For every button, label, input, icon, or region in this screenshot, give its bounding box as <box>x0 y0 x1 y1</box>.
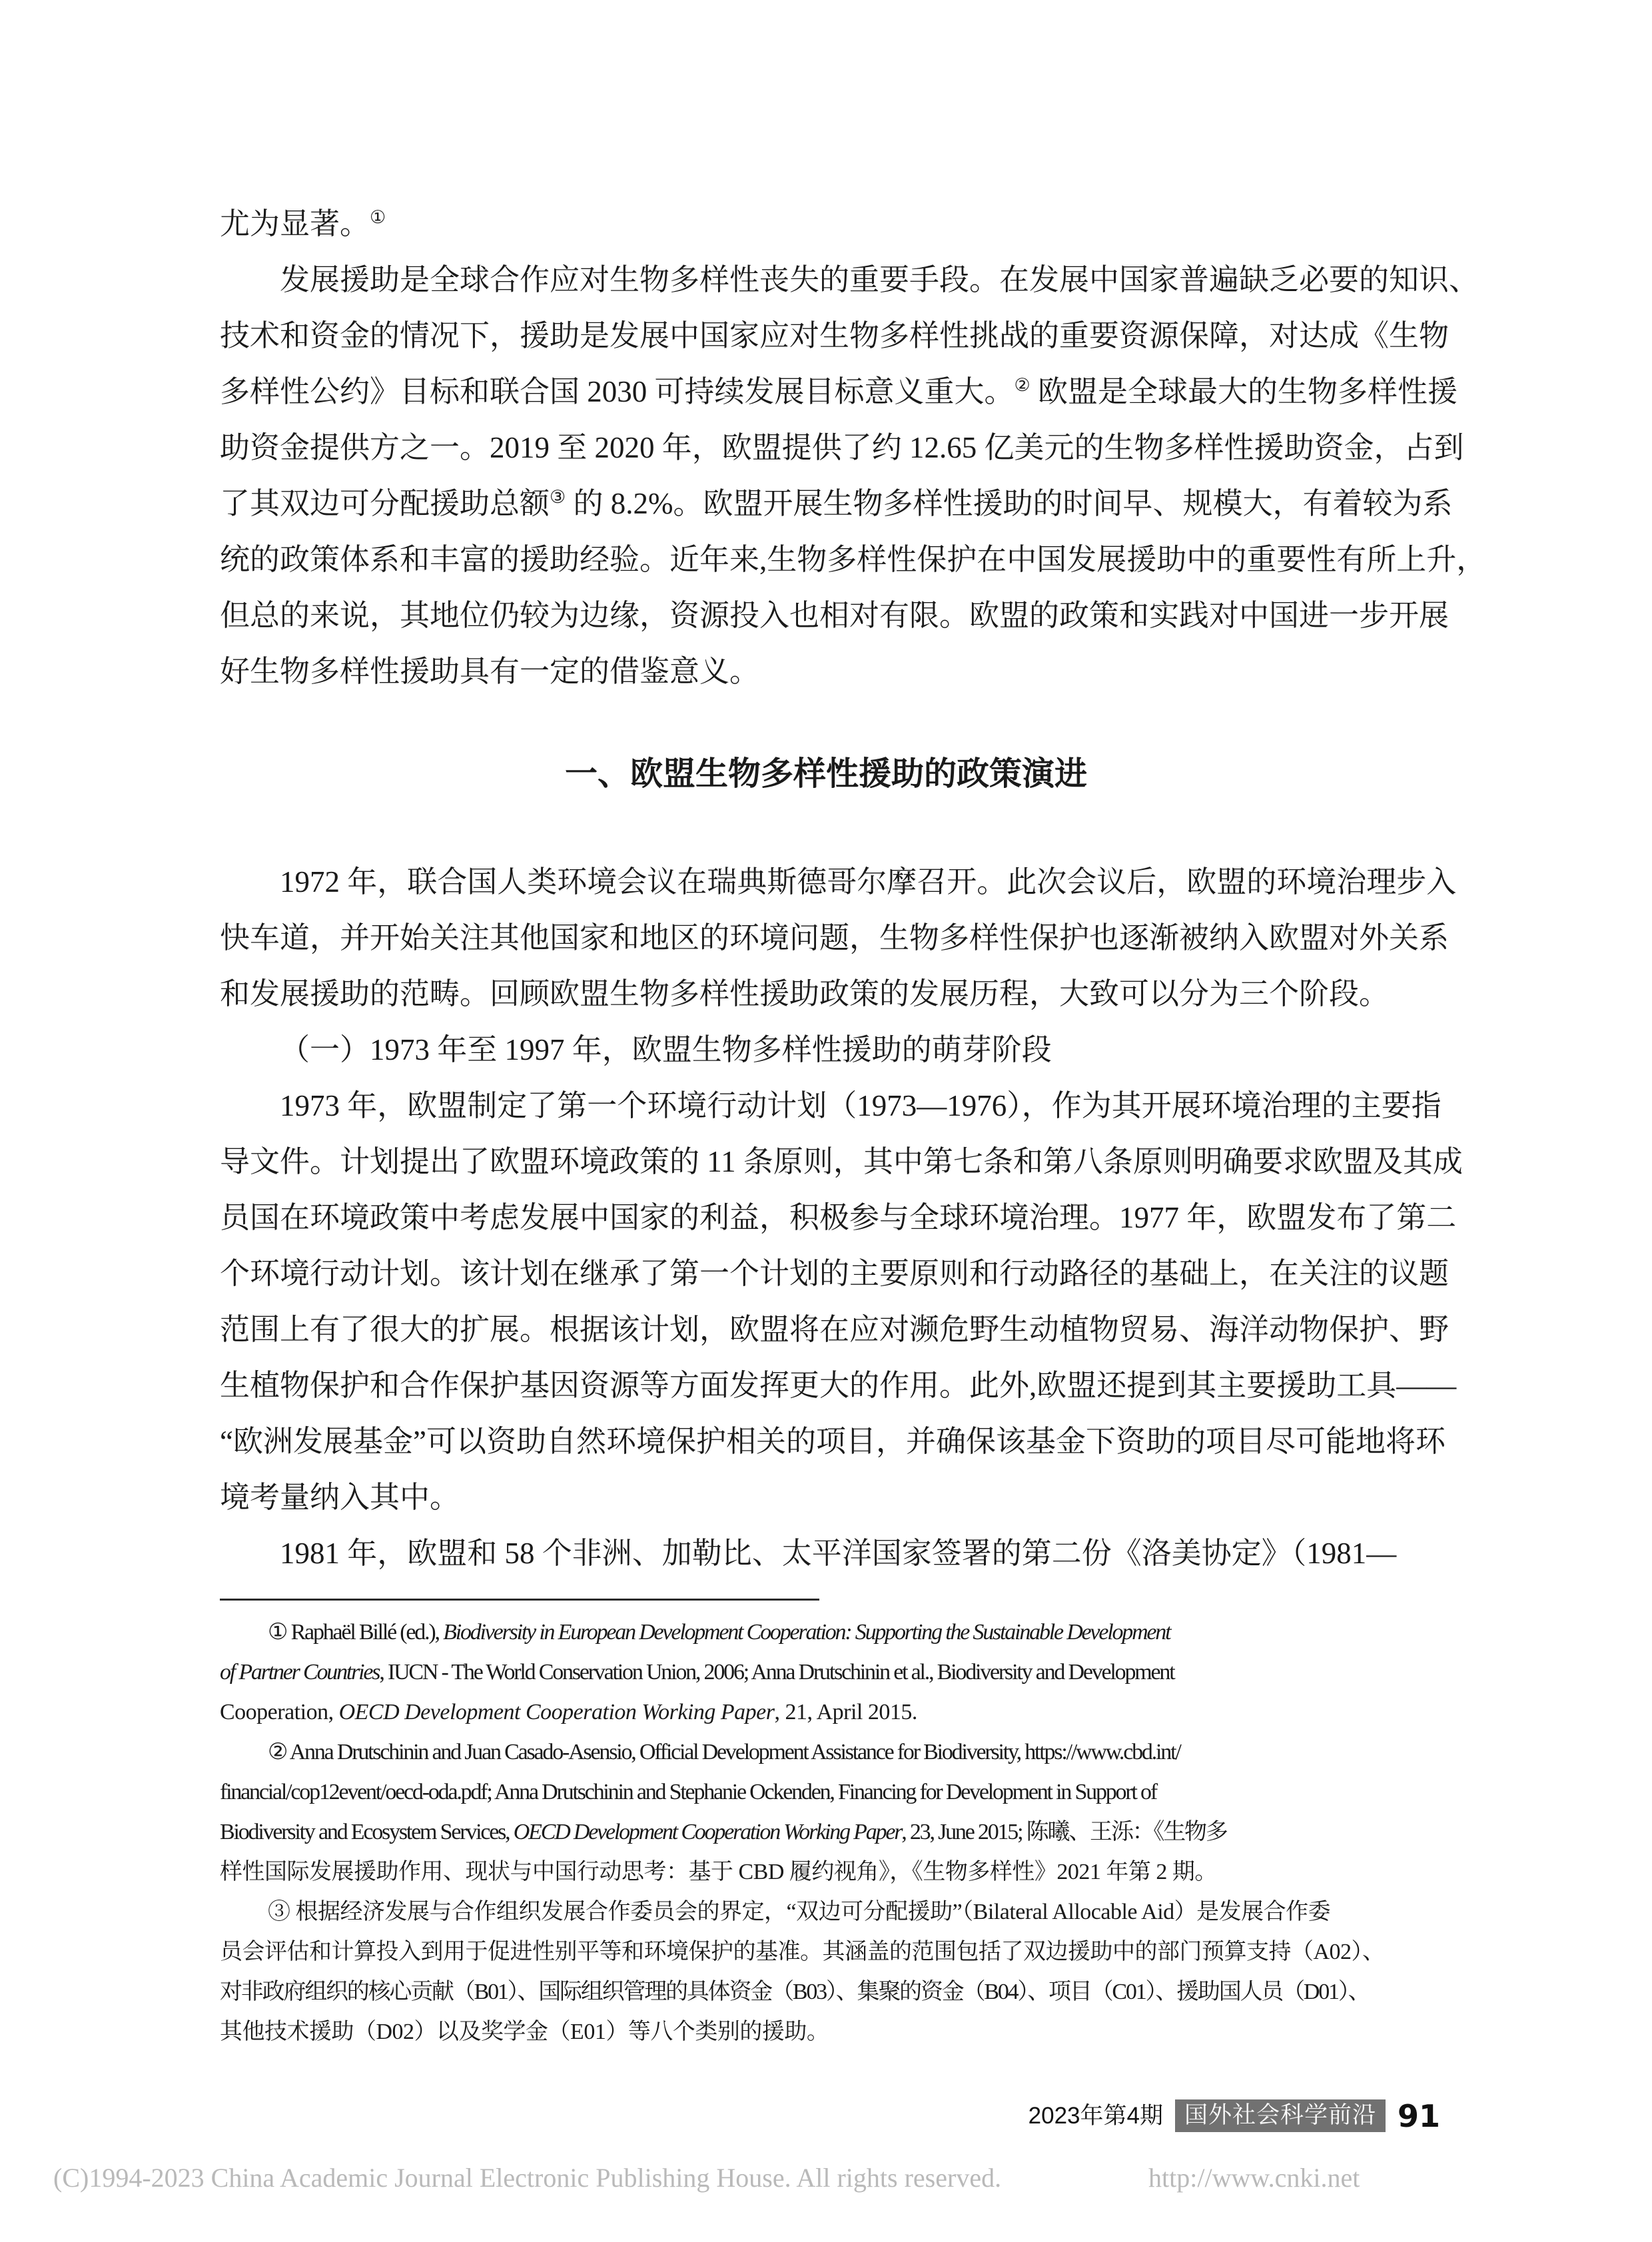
footnote-line: ③ 根据经济发展与合作组织发展合作委员会的界定，“双边可分配援助”（Bilateral Allocable Aid）是发展合作委 <box>268 1900 1331 1924</box>
body-line: 多样性公约》目标和联合国 2030 可持续发展目标意义重大。② 欧盟是全球最大的生物多样性援 <box>220 375 1457 408</box>
body-line: 了其双边可分配援助总额③ 的 8.2%。欧盟开展生物多样性援助的时间早、规模大，有着较为系 <box>220 487 1453 520</box>
body-line: 助资金提供方之一。2019 至 2020 年，欧盟提供了约 12.65 亿美元的生物多样性援助资金，占到 <box>220 431 1464 464</box>
article-body <box>220 196 1487 2052</box>
body-line: 和发展援助的范畴。回顾欧盟生物多样性援助政策的发展历程，大致可以分为三个阶段。 <box>220 977 1390 1010</box>
body-line: 好生物多样性援助具有一定的借鉴意义。 <box>220 655 760 688</box>
page-number: 91 <box>1397 2097 1440 2134</box>
footnote-line: 其他技术援助（D02）以及奖学金（E01）等八个类别的援助。 <box>220 2020 829 2044</box>
watermark <box>0 2162 1652 2202</box>
body-line: “欧洲发展基金”可以资助自然环境保护相关的项目，并确保该基金下资助的项目尽可能地将环 <box>220 1425 1446 1458</box>
body-line: 统的政策体系和丰富的援助经验。近年来,生物多样性保护在中国发展援助中的重要性有所上升， <box>220 543 1487 576</box>
footnote-line: 员会评估和计算投入到用于促进性别平等和环境保护的基准。其涵盖的范围包括了双边援助中的部门预算支持（A02）、 <box>220 1940 1385 1964</box>
body-line: 员国在环境政策中考虑发展中国家的利益，积极参与全球环境治理。1977 年，欧盟发布了第二 <box>220 1201 1457 1234</box>
body-line: 境考量纳入其中。 <box>220 1481 460 1514</box>
footnote-line: 样性国际发展援助作用、现状与中国行动思考：基于 CBD 履约视角》，《生物多样性》2021 年第 2 期。 <box>220 1860 1217 1884</box>
footnote-separator <box>220 1599 819 1601</box>
subsection-heading: （一）1973 年至 1997 年，欧盟生物多样性援助的萌芽阶段 <box>280 1033 1052 1066</box>
footnote-line: 对非政府组织的核心贡献（B01）、国际组织管理的具体资金（B03）、集聚的资金（B04）、项目（C01）、援助国人员（D01）、 <box>220 1980 1370 2004</box>
body-line: 1972 年，联合国人类环境会议在瑞典斯德哥尔摩召开。此次会议后，欧盟的环境治理步入 <box>280 865 1457 899</box>
body-line: 1981 年，欧盟和 58 个非洲、加勒比、太平洋国家签署的第二份《洛美协定》（1981— <box>280 1537 1397 1570</box>
body-line: 技术和资金的情况下，援助是发展中国家应对生物多样性挑战的重要资源保障，对达成《生物 <box>220 319 1449 352</box>
footnote-line: ② Anna Drutschinin and Juan Casado-Asensio, Official Development Assistance for Biodiversity, https://www.cbd.int/ <box>268 1740 1180 1764</box>
page-footer <box>1029 2099 1440 2132</box>
paragraph-tail-line: 尤为显著。① <box>220 207 386 240</box>
body-line: 个环境行动计划。该计划在继承了第一个计划的主要原则和行动路径的基础上，在关注的议题 <box>220 1257 1449 1290</box>
body-line: 发展援助是全球合作应对生物多样性丧失的重要手段。在发展中国家普遍缺乏必要的知识、 <box>280 263 1479 296</box>
footnote-line: Biodiversity and Ecosystem Services, OECD Development Cooperation Working Paper, 23, June 2015; 陈曦、王泺：《生物多 <box>220 1820 1227 1844</box>
body-line: 但总的来说，其地位仍较为边缘，资源投入也相对有限。欧盟的政策和实践对中国进一步开展 <box>220 599 1449 632</box>
footnote-line: of Partner Countries, IUCN - The World Conservation Union, 2006; Anna Drutschinin et al., Biodiversity and Development <box>220 1660 1174 1684</box>
body-line: 快车道，并开始关注其他国家和地区的环境问题，生物多样性保护也逐渐被纳入欧盟对外关系 <box>220 921 1449 954</box>
copyright-text: (C)1994-2023 China Academic Journal Electronic Publishing House. All rights reserved. <box>53 2163 1002 2193</box>
issue-label: 2023年第4期 <box>1028 2103 1163 2129</box>
cnki-url: http://www.cnki.net <box>1148 2163 1360 2193</box>
body-line: 导文件。计划提出了欧盟环境政策的 11 条原则，其中第七条和第八条原则明确要求欧盟及其成 <box>220 1145 1463 1178</box>
footnote-line: financial/cop12event/oecd-oda.pdf; Anna Drutschinin and Stephanie Ockenden, Financing for Development in Support of <box>220 1780 1156 1804</box>
journal-name-badge: 国外社会科学前沿 <box>1175 2099 1386 2132</box>
footnote-line: ① Raphaël Billé (ed.), Biodiversity in European Development Cooperation: Supporting the Sustainable Development <box>268 1620 1170 1645</box>
section-heading: 一、欧盟生物多样性援助的政策演进 <box>564 756 1087 792</box>
body-line: 范围上有了很大的扩展。根据该计划，欧盟将在应对濒危野生动植物贸易、海洋动物保护、野 <box>220 1313 1449 1346</box>
footnote-line: Cooperation, OECD Development Cooperation Working Paper, 21, April 2015. <box>220 1700 917 1724</box>
body-line: 1973 年，欧盟制定了第一个环境行动计划（1973—1976），作为其开展环境治理的主要指 <box>280 1089 1442 1122</box>
body-line: 生植物保护和合作保护基因资源等方面发挥更大的作用。此外,欧盟还提到其主要援助工具—— <box>220 1369 1457 1402</box>
